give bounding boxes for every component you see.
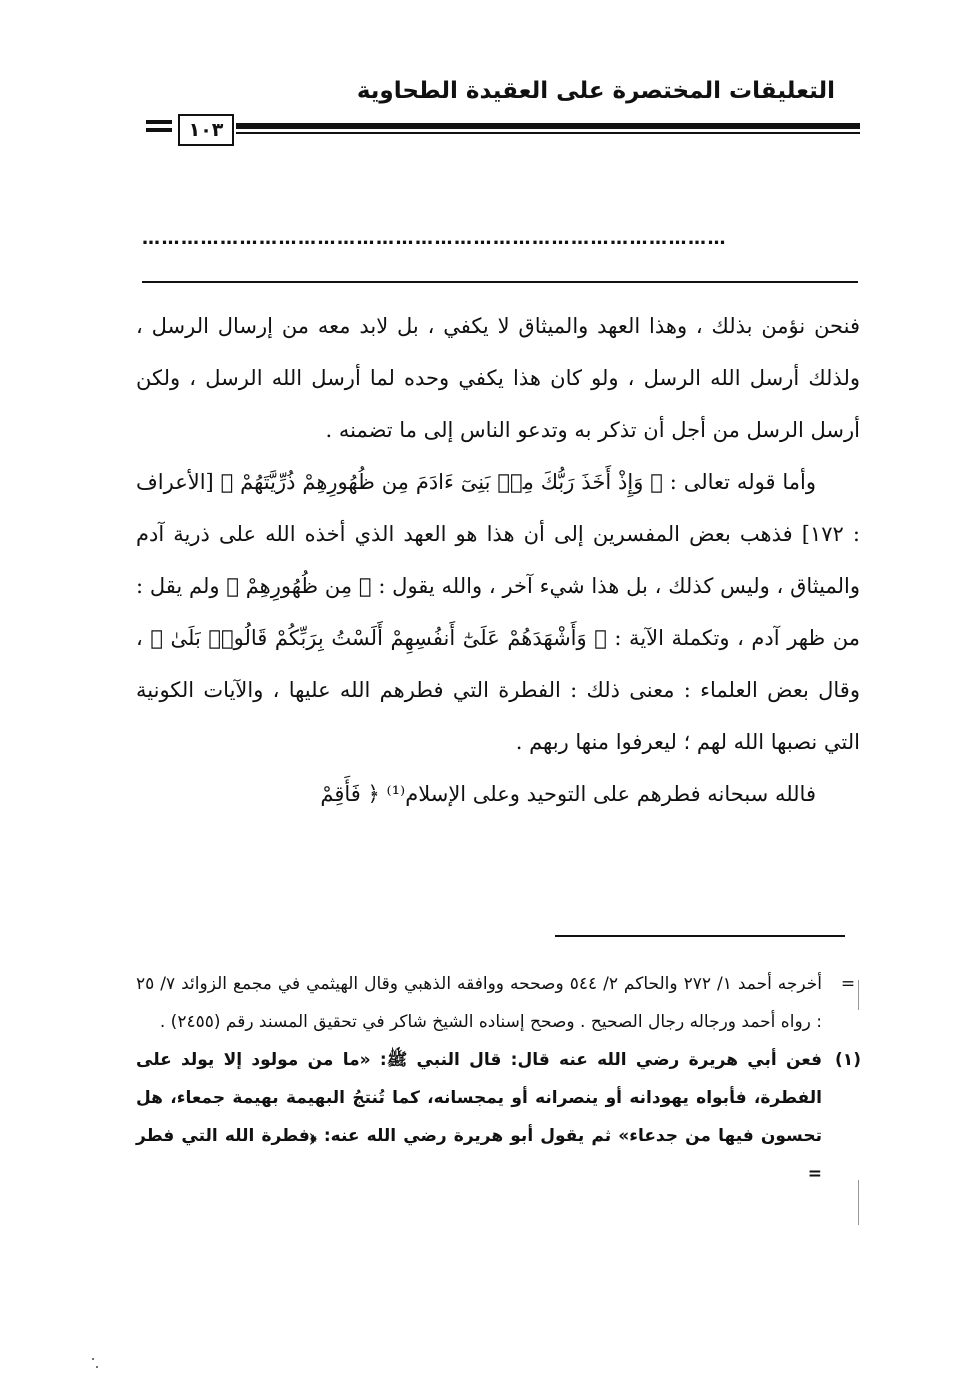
footnote-marker: (١) — [835, 1050, 861, 1070]
scan-speck — [96, 1366, 98, 1368]
footnotes — [136, 965, 866, 1193]
header-rule-thin — [236, 132, 860, 134]
footnote-continuation — [136, 965, 866, 1041]
header-ornament — [146, 120, 172, 136]
dotted-separator: ……………………………………………………………………………… — [142, 228, 727, 248]
scan-speck — [92, 1358, 94, 1360]
footnote-text: أخرجه أحمد ١/ ٢٧٢ والحاكم ٢/ ٥٤٤ وصححه ووافقه الذهبي وقال الهيثمي في مجمع الزوائد ٧/ ٢٥ : رواه أحمد ورجاله رجال الصحيح . وصحح إسناده الشيخ شاكر في تحقيق المسند رقم (٢٤٥٥) . — [136, 974, 823, 1032]
scan-artifact — [858, 980, 859, 1010]
footnote-marker: = — [840, 974, 856, 994]
body-paragraph-1: فنحن نؤمن بذلك ، وهذا العهد والميثاق لا يكفي ، بل لابد معه من إرسال الرسل ، ولذلك أرسل الله الرسل ، ولو كان هذا يكفي وحده لما أرسل الله الرسل ، ولكن أرسل الرسل من أجل أن تذكر به وتدعو الناس إلى ما تضمنه . — [136, 314, 860, 442]
running-title: التعليقات المختصرة على العقيدة الطحاوية — [356, 78, 835, 104]
scan-artifact — [858, 1180, 859, 1225]
header-rule — [236, 123, 860, 129]
footnote-text: فعن أبي هريرة رضي الله عنه قال: قال النبي ﷺ: «ما من مولود إلا يولد على الفطرة، فأبواه يهودانه أو ينصرانه أو يمجسانه، كما تُنتجُ البهيمة بهيمة جمعاء، هل تحسون فيها من جدعاء» ثم يقول أبو هريرة رضي الله عنه: ﴿فطرة الله التي فطر = — [136, 1050, 822, 1184]
main-text — [136, 300, 860, 820]
footnote-1 — [136, 1041, 866, 1193]
body-paragraph-2: وأما قوله تعالى : ﴿ وَإِذْ أَخَذَ رَبُّكَ مِنۢ بَنِىٓ ءَادَمَ مِن ظُهُورِهِمْ ذُرِّيَّتَهُمْ ﴾ [الأعراف : ١٧٢] فذهب بعض المفسرين إلى أن هذا هو العهد الذي أخذه الله على ذرية آدم والميثاق ، وليس كذلك ، بل هذا شيء آخر ، والله يقول : ﴿ مِن ظُهُورِهِمْ ﴾ ولم يقل : من ظهر آدم ، وتكملة الآية : ﴿ وَأَشْهَدَهُمْ عَلَىٰٓ أَنفُسِهِمْ أَلَسْتُ بِرَبِّكُمْ قَالُوا۟ بَلَىٰ ﴾ ، وقال بعض العلماء : معنى ذلك : الفطرة التي فطرهم الله عليها ، والآيات الكونية التي نصبها الله لهم ؛ ليعرفوا منها ربهم . — [136, 470, 860, 754]
section-rule — [142, 281, 858, 283]
page-number: ١٠٣ — [178, 114, 234, 146]
body-paragraph-3: فالله سبحانه فطرهم على التوحيد وعلى الإسلام⁽¹⁾ ﴿ فَأَقِمْ — [320, 782, 816, 806]
footnote-rule — [555, 935, 845, 937]
